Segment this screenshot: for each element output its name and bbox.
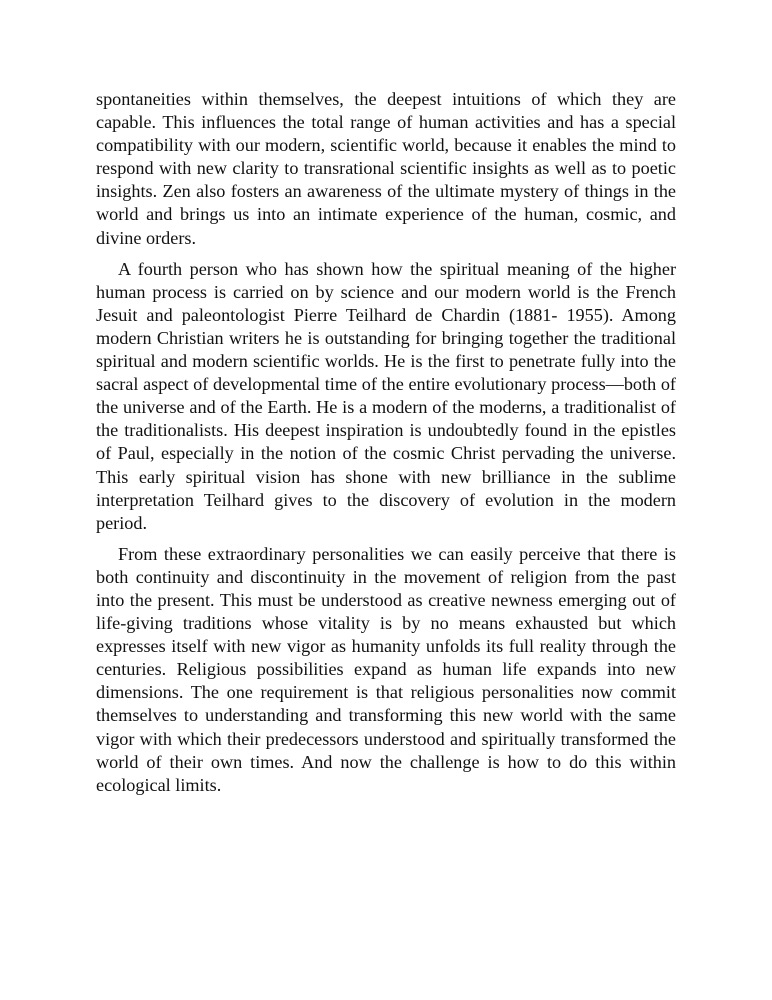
paragraph-continuity: From these extraordinary personalities we can easily perceive that there is both continuity and discontinuity in the movement of religion from the past into the present. This must be understood as creative newness emerging out of life-giving traditions whose vitality is by no means exhausted but which expresses itself with new vigor as humanity unfolds its full reality through the centuries. Religious possibilities expand as human life expands into new dimensions. The one requirement is that religious personalities now commit themselves to understanding and transforming this new world with the same vigor with which their predecessors understood and spiritually transformed the world of their own times. And now the challenge is how to do this within ecological limits. xyxy=(96,543,676,795)
paragraph-teilhard: A fourth person who has shown how the spiritual meaning of the higher human process is carried on by science and our modern world is the French Jesuit and paleontologist Pierre Teilhard de Chardin (1881- 1955). Among modern Christian writers he is outstanding for bringing together the traditional spiritual and modern scientific worlds. He is the first to penetrate fully into the sacral aspect of developmental time of the entire evolutionary process—both of the universe and of the Earth. He is a modern of the moderns, a traditionalist of the traditionalists. His deepest inspiration is undoubtedly found in the epistles of Paul, especially in the notion of the cosmic Christ pervading the universe. This early spiritual vision has shone with new brilliance in the sublime interpretation Teilhard gives to the discovery of evolution in the modern period. xyxy=(96,258,676,533)
document-page xyxy=(96,88,676,805)
paragraph-zen-continuation: spontaneities within themselves, the deepest intuitions of which they are capable. This influences the total range of human activities and has a special compatibility with our modern, scientific world, because it enables the mind to respond with new clarity to transrational scientific insights as well as to poetic insights. Zen also fosters an awareness of the ultimate mystery of things in the world and brings us into an intimate experience of the human, cosmic, and divine orders. xyxy=(96,89,676,248)
